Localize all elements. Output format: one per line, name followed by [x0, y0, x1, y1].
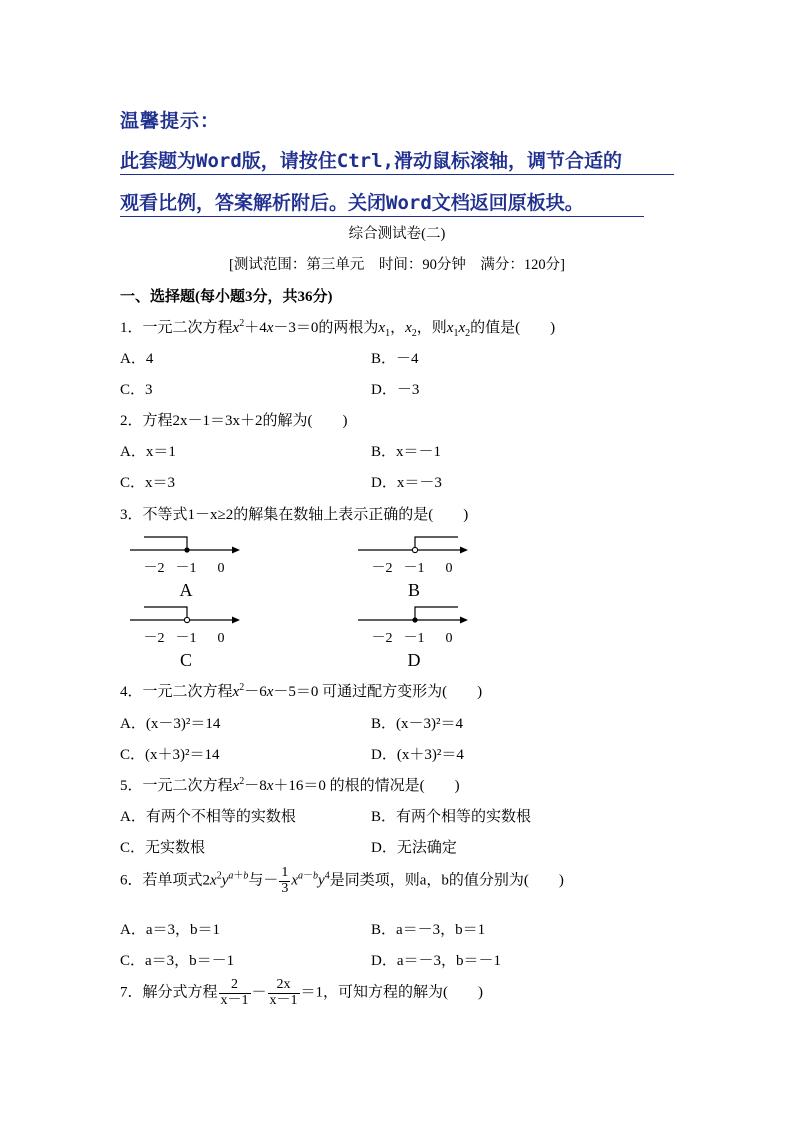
- question-4: 4．一元二次方程$x^2-6x-5=0$ 可通过配方变形为( ): [120, 682, 483, 700]
- section-heading: 一、选择题(每小题3分，共36分): [120, 289, 333, 305]
- q7-minus: －: [251, 984, 267, 1001]
- option-label: D: [407, 650, 421, 670]
- q5-option-a: A．有两个不相等的实数根: [120, 809, 296, 825]
- tick-label: 0: [217, 631, 225, 646]
- number-line-a: [128, 534, 248, 602]
- fraction-numerator: 1: [281, 865, 289, 880]
- fraction-denominator: x－1: [269, 992, 298, 1008]
- q5-option-c: C．无实数根: [120, 840, 206, 856]
- question-6: 6．若单项式$2x^2y^{a+b}$与－ $\frac{1}{3}$ $x^{a-b}y^4$是同类项，则a，b的值分别为( ): [120, 865, 564, 896]
- q4-option-a: A．(x－3)²＝14: [120, 716, 221, 732]
- number-line-c: [128, 604, 248, 672]
- tick-label: 0: [445, 631, 453, 646]
- question-3: 3．不等式1－x≥2的解集在数轴上表示正确的是( ): [120, 507, 469, 523]
- q1-text-d: 的值是( ): [470, 320, 556, 336]
- fraction-numerator: 2x: [268, 978, 300, 994]
- q5-option-d: D．无法确定: [371, 840, 457, 856]
- option-label: B: [407, 580, 421, 600]
- tick-label: －2: [143, 631, 165, 646]
- number-line-b: [356, 534, 476, 602]
- q4-text-a: 4．一元二次方程: [120, 684, 233, 700]
- q7-text-a: 7．解分式方程: [120, 984, 218, 1001]
- notice-title: 温馨提示：: [120, 110, 221, 132]
- q4-option-d: D．(x＋3)²＝4: [371, 747, 464, 763]
- tick-label: －1: [175, 561, 197, 576]
- q1-option-c: C．3: [120, 382, 153, 398]
- q1-text-c: ，则: [416, 320, 447, 336]
- q5-text-a: 5．一元二次方程: [120, 778, 233, 794]
- notice-line-2: 观看比例，答案解析附后。关闭Word文档返回原板块。: [120, 188, 644, 217]
- tick-label: 0: [217, 561, 225, 576]
- q4-option-c: C．(x＋3)²＝14: [120, 747, 220, 763]
- tick-label: －2: [371, 561, 393, 576]
- q6-text-a: 6．若单项式: [120, 872, 203, 889]
- q7-fraction-1: [219, 978, 251, 1008]
- q1-option-b: B．－4: [371, 351, 419, 367]
- tick-label: 0: [445, 561, 453, 576]
- question-5: 5．一元二次方程$x^2-8x+16=0$ 的根的情况是( ): [120, 776, 460, 794]
- q1-text-b: 的两根为: [318, 320, 379, 336]
- q6-option-a: A．a＝3，b＝1: [120, 922, 220, 938]
- q6-option-c: C．a＝3，b＝－1: [120, 953, 235, 969]
- tick-label: －1: [175, 631, 197, 646]
- q2-option-b: B．x＝－1: [371, 444, 442, 460]
- fraction-denominator: 3: [281, 880, 289, 896]
- option-label: C: [179, 650, 193, 670]
- option-label: A: [179, 580, 193, 600]
- q4-text-b: 可通过配方变形为( ): [322, 684, 483, 700]
- question-7: [120, 978, 483, 1008]
- q1-option-d: D．－3: [371, 382, 420, 398]
- q7-text-b: ＝1，可知方程的解为( ): [300, 984, 484, 1001]
- q6-text-b: 与－: [248, 872, 279, 889]
- q7-fraction-2: [268, 978, 300, 1008]
- q6-text-c: 是同类项，则a，b的值分别为( ): [329, 872, 564, 889]
- tick-label: －2: [371, 631, 393, 646]
- q6-option-b: B．a＝－3，b＝1: [371, 922, 486, 938]
- q5-option-b: B．有两个相等的实数根: [371, 809, 532, 825]
- q2-option-c: C．x＝3: [120, 475, 176, 491]
- q2-option-a: A．x＝1: [120, 444, 176, 460]
- q1-text-a: 1．一元二次方程: [120, 320, 233, 336]
- tick-label: －1: [403, 631, 425, 646]
- q6-option-d: D．a＝－3，b＝－1: [371, 953, 501, 969]
- number-line-d: [356, 604, 476, 672]
- q2-option-d: D．x＝－3: [371, 475, 442, 491]
- fraction-denominator: x－1: [220, 992, 249, 1008]
- fraction-numerator: 2: [219, 978, 251, 994]
- q4-option-b: B．(x－3)²＝4: [371, 716, 463, 732]
- exam-info: [测试范围：第三单元 时间：90分钟 满分：120分]: [229, 257, 565, 273]
- question-1: 1．一元二次方程$x^2+4x-3=0$的两根为$x_1$，$x_2$，则$x_1x_2$的值是( ): [120, 318, 556, 339]
- question-2: 2．方程2x－1＝3x＋2的解为( ): [120, 413, 348, 429]
- tick-label: －2: [143, 561, 165, 576]
- notice-line-1: 此套题为Word版，请按住Ctrl,滑动鼠标滚轴，调节合适的: [120, 146, 674, 175]
- q6-fraction: [279, 866, 290, 896]
- tick-label: －1: [403, 561, 425, 576]
- q1-option-a: A．4: [120, 351, 154, 367]
- exam-title: 综合测试卷(二): [348, 226, 446, 242]
- q5-text-b: 的根的情况是( ): [329, 778, 460, 794]
